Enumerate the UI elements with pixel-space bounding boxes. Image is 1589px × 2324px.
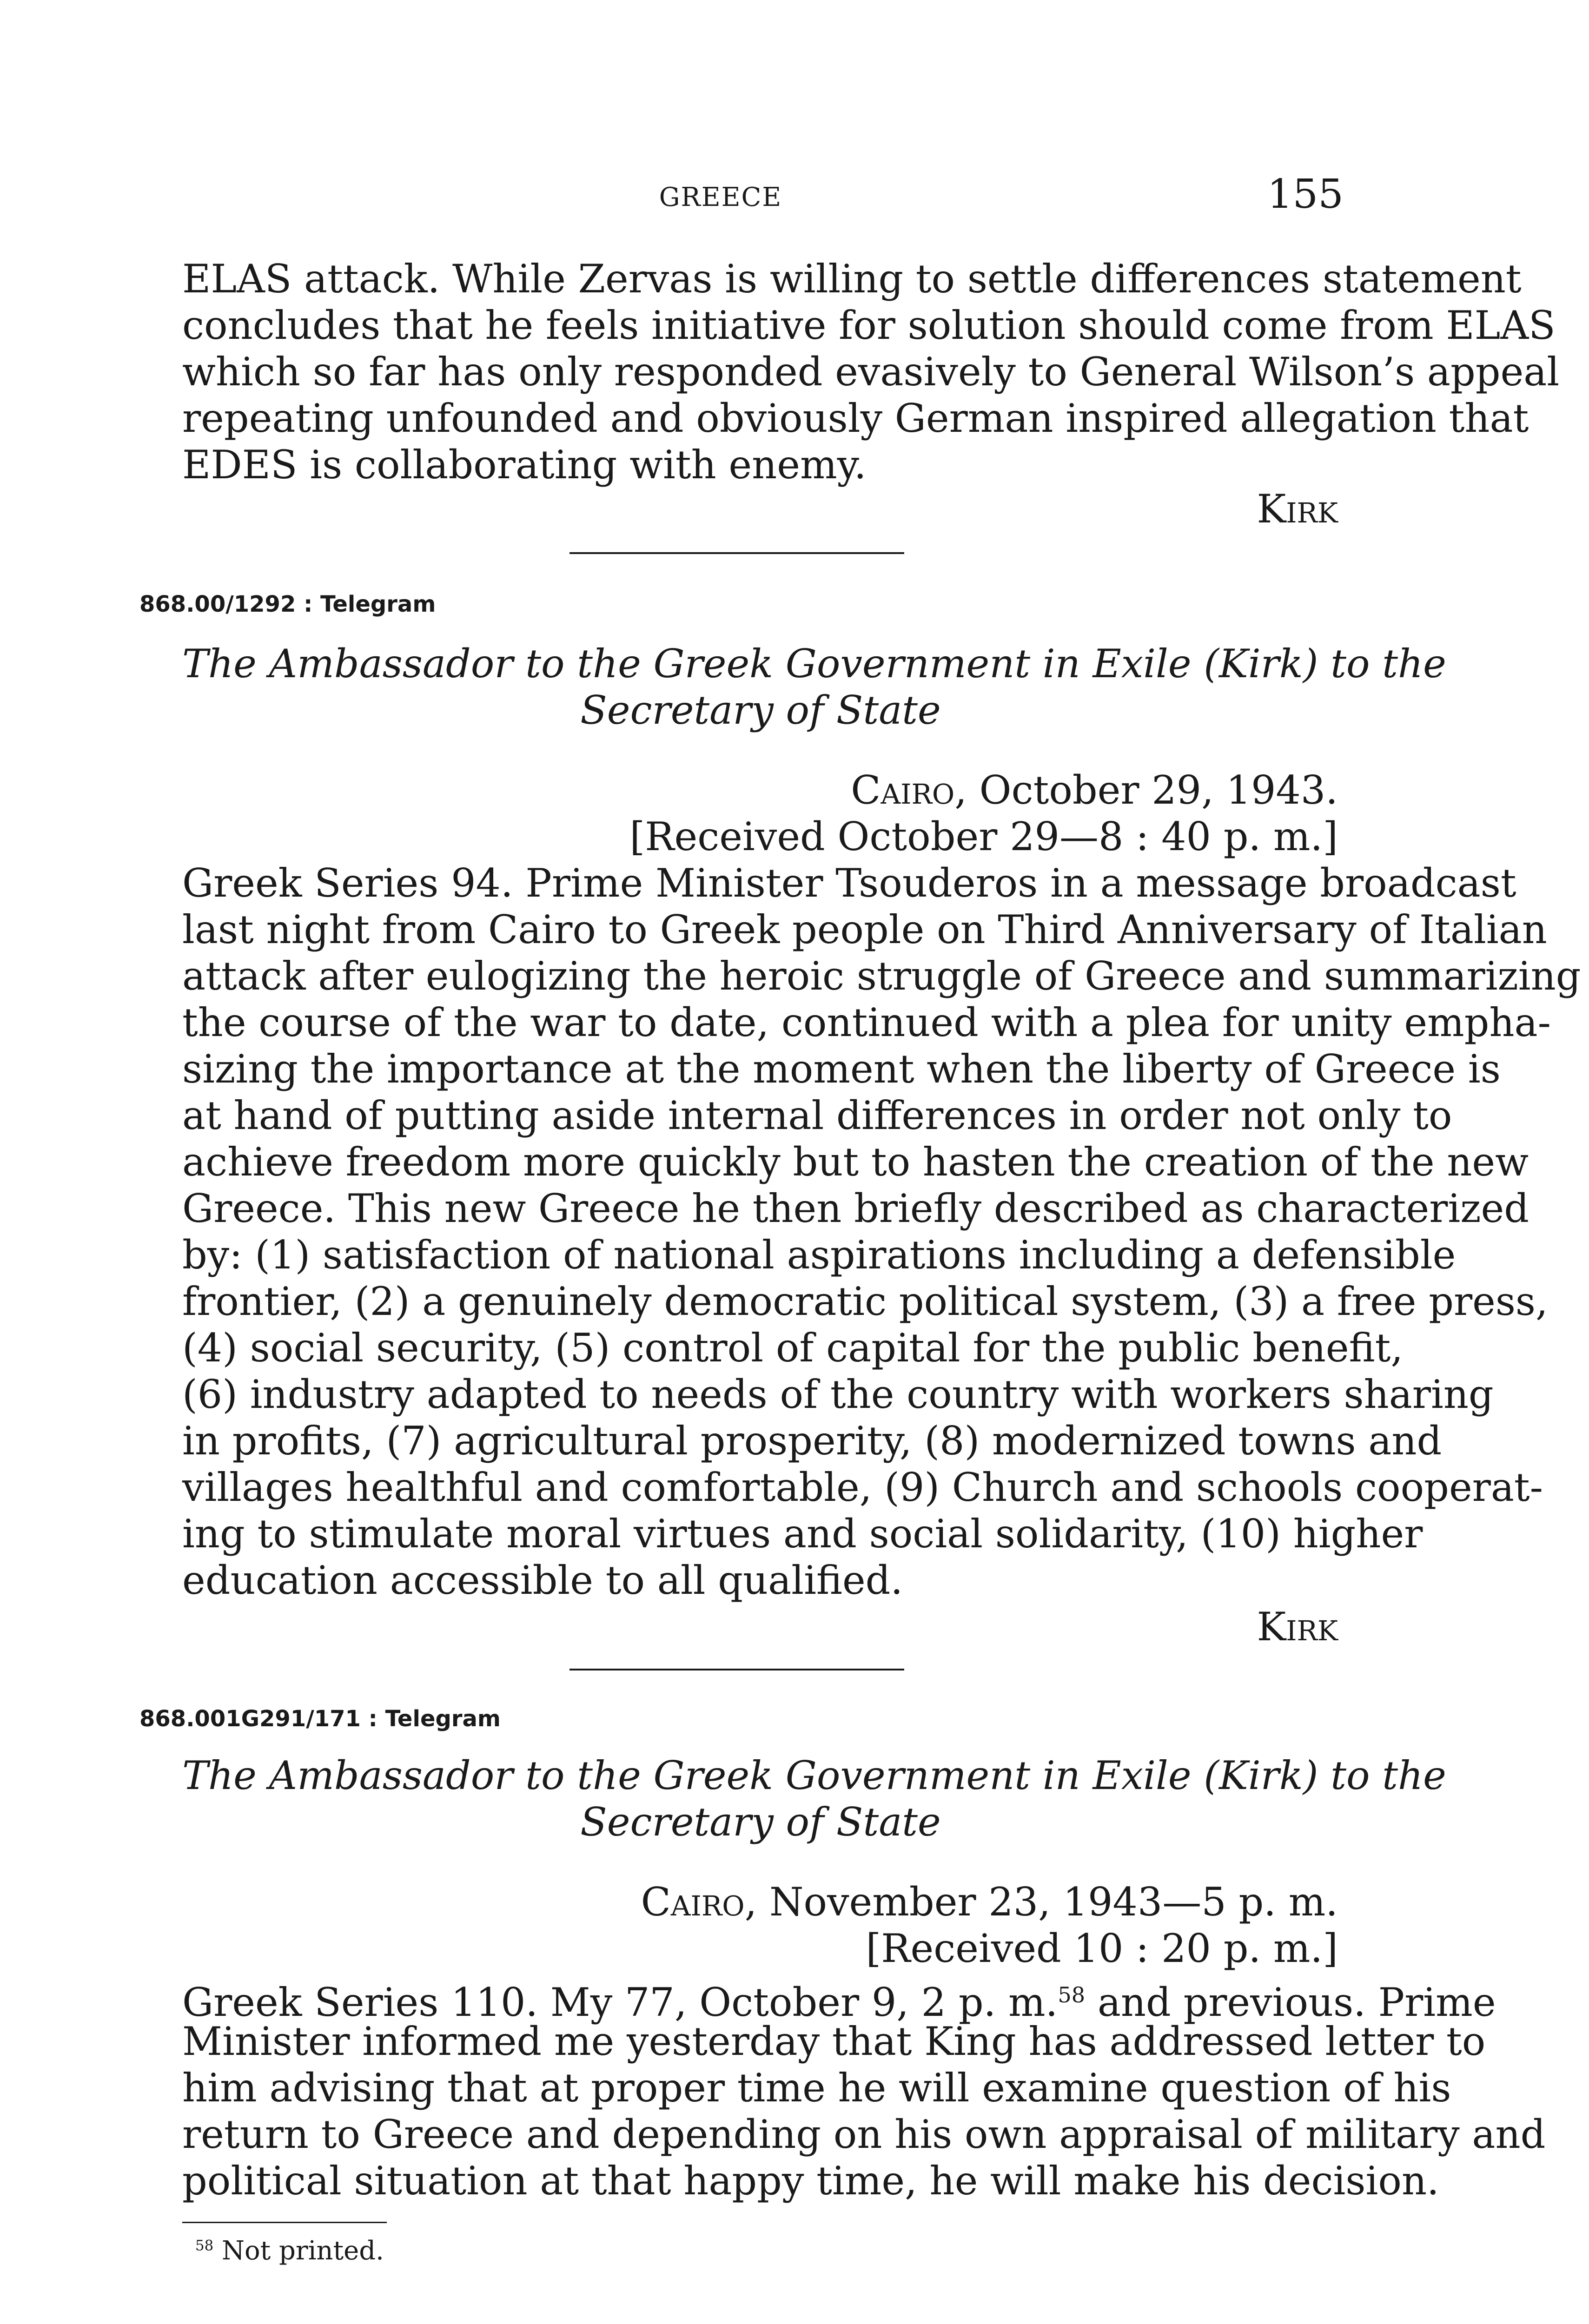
doc1-title-recipient: Secretary of State xyxy=(580,687,941,733)
doc1-body-line-3: attack after eulogizing the heroic struggle of Greece and summarizing xyxy=(182,953,1581,999)
doc1-body-line-2: last night from Cairo to Greek people on Third Anniversary of Italian xyxy=(182,907,1547,952)
doc2-received: [Received 10 : 20 p. m.] xyxy=(866,1926,1338,1971)
doc1-body-line-4: the course of the war to date, continued with a plea for unity empha- xyxy=(182,1000,1551,1045)
section-divider xyxy=(569,552,904,554)
doc1-body-line-14: villages healthful and comfortable, (9) Church and schools cooperat- xyxy=(182,1465,1543,1510)
doc2-dateline xyxy=(641,1879,1338,1925)
doc1-title: The Ambassador to the Greek Government in Exile (Kirk) to the xyxy=(182,641,1446,687)
doc1-body-line-6: at hand of putting aside internal differences in order not only to xyxy=(182,1093,1452,1138)
doc2-body-line-1-text: Greek Series 110. My 77, October 9, 2 p. m. xyxy=(182,1980,1058,2025)
footnote-text: Not printed. xyxy=(213,2236,384,2266)
doc1-body-line-11: (4) social security, (5) control of capital for the public benefit, xyxy=(182,1325,1404,1371)
doc2-date: November 23, 1943—5 p. m. xyxy=(757,1879,1338,1925)
doc2-body-line-3: him advising that at proper time he will examine question of his xyxy=(182,2065,1451,2111)
doc2-body-line-1-rest: and previous. Prime xyxy=(1085,1980,1496,2025)
doc1-body-line-10: frontier, (2) a genuinely democratic political system, (3) a free press, xyxy=(182,1279,1548,1324)
intro-line-2: concludes that he feels initiative for solution should come from ELAS xyxy=(182,303,1556,348)
doc1-body-line-7: achieve freedom more quickly but to hasten the creation of the new xyxy=(182,1139,1529,1185)
doc1-body-line-9: by: (1) satisfaction of national aspirations including a defensible xyxy=(182,1232,1456,1278)
intro-line-1: ELAS attack. While Zervas is willing to settle differences statement xyxy=(182,256,1522,302)
footnote-rule xyxy=(182,2222,387,2223)
doc2-file-reference: 868.001G291/171 : Telegram xyxy=(139,1706,501,1732)
doc1-date: October 29, 1943. xyxy=(967,767,1338,813)
footnote-reference: 58 xyxy=(1058,1982,1086,2007)
doc2-body-line-2: Minister informed me yesterday that King has addressed letter to xyxy=(182,2019,1486,2064)
intro-line-3: which so far has only responded evasively to General Wilson’s appeal xyxy=(182,349,1560,395)
doc1-dateline xyxy=(851,767,1338,813)
doc2-title: The Ambassador to the Greek Government in Exile (Kirk) to the xyxy=(182,1753,1446,1798)
doc1-file-reference: 868.00/1292 : Telegram xyxy=(139,591,436,617)
intro-line-4: repeating unfounded and obviously German inspired allegation that xyxy=(182,396,1529,441)
doc1-body-line-8: Greece. This new Greece he then briefly described as characterized xyxy=(182,1186,1529,1231)
page-number: 155 xyxy=(1267,171,1344,218)
doc2-place: Cairo, xyxy=(641,1879,757,1925)
doc1-body-line-1: Greek Series 94. Prime Minister Tsouderos in a message broadcast xyxy=(182,860,1516,906)
doc2-body-line-4: return to Greece and depending on his own appraisal of military and xyxy=(182,2112,1546,2157)
section-divider xyxy=(569,1669,904,1670)
doc1-body-line-13: in profits, (7) agricultural prosperity, (8) modernized towns and xyxy=(182,1418,1442,1464)
footnote xyxy=(195,2236,384,2266)
doc1-place: Cairo, xyxy=(851,767,967,813)
running-header: GREECE xyxy=(659,182,782,212)
doc2-title-recipient: Secretary of State xyxy=(580,1799,941,1845)
doc1-body-line-5: sizing the importance at the moment when the liberty of Greece is xyxy=(182,1046,1501,1092)
doc1-body-line-12: (6) industry adapted to needs of the country with workers sharing xyxy=(182,1372,1494,1417)
footnote-marker: 58 xyxy=(195,2237,214,2254)
doc1-signature: Kirk xyxy=(1257,1604,1338,1650)
doc2-body-line-1 xyxy=(182,1972,1496,2026)
intro-line-5: EDES is collaborating with enemy. xyxy=(182,442,867,488)
doc1-body-line-16: education accessible to all qualified. xyxy=(182,1558,903,1603)
doc1-body-line-15: ing to stimulate moral virtues and social solidarity, (10) higher xyxy=(182,1511,1423,1557)
doc1-received: [Received October 29—8 : 40 p. m.] xyxy=(629,814,1338,859)
intro-signature: Kirk xyxy=(1257,486,1338,532)
doc2-body-line-5: political situation at that happy time, he will make his decision. xyxy=(182,2158,1439,2204)
